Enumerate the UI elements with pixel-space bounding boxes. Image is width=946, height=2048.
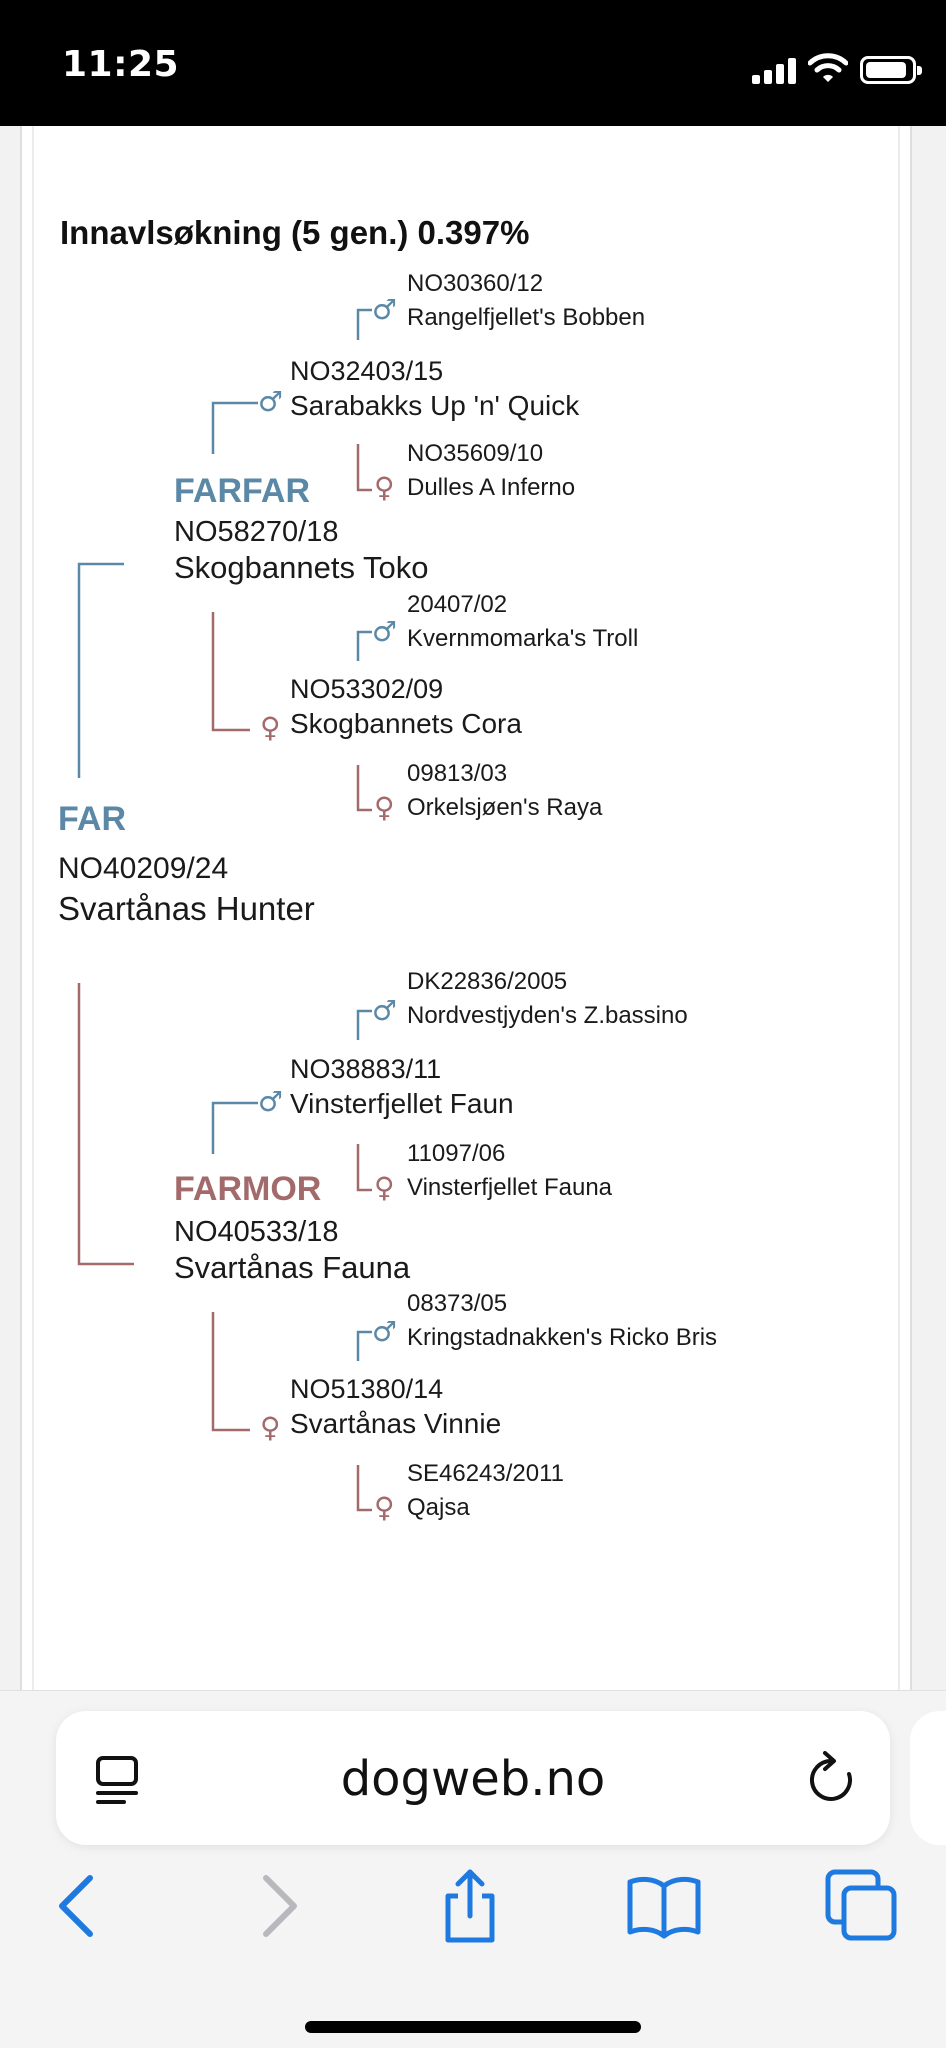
female-symbol-icon: ♀ bbox=[374, 791, 395, 824]
fmd-dam-reg[interactable]: SE46243/2011 bbox=[407, 1460, 565, 1487]
far-reg[interactable]: NO40209/24 bbox=[58, 852, 229, 885]
tabs-icon[interactable] bbox=[822, 1866, 902, 1946]
inbreeding-title: Innavlsøkning (5 gen.) 0.397% bbox=[60, 214, 530, 251]
male-symbol-icon: ♂ bbox=[372, 293, 398, 326]
ffd-dam-name[interactable]: Orkelsjøen's Raya bbox=[407, 794, 603, 821]
fms-sire-reg[interactable]: DK22836/2005 bbox=[407, 968, 568, 995]
fms-sire-name[interactable]: Nordvestjyden's Z.bassino bbox=[407, 1002, 688, 1029]
bookmarks-icon[interactable] bbox=[624, 1866, 704, 1946]
role-farfar: FARFAR bbox=[174, 472, 310, 510]
male-symbol-icon: ♂ bbox=[372, 994, 398, 1027]
female-symbol-icon: ♀ bbox=[374, 1491, 395, 1524]
back-icon[interactable] bbox=[40, 1866, 120, 1946]
ffs-sire-name[interactable]: Rangelfjellet's Bobben bbox=[407, 304, 646, 331]
farmor-reg[interactable]: NO40533/18 bbox=[174, 1216, 339, 1248]
male-symbol-icon: ♂ bbox=[258, 1085, 284, 1118]
male-symbol-icon: ♂ bbox=[372, 615, 398, 648]
ff-dam-name[interactable]: Skogbannets Cora bbox=[290, 708, 522, 739]
ffs-dam-reg[interactable]: NO35609/10 bbox=[407, 440, 544, 467]
wifi-icon bbox=[808, 52, 848, 84]
ffd-sire-reg[interactable]: 20407/02 bbox=[407, 591, 508, 618]
reload-icon[interactable] bbox=[806, 1751, 856, 1805]
url-text[interactable]: dogweb.no bbox=[340, 1751, 606, 1807]
ff-dam-reg[interactable]: NO53302/09 bbox=[290, 674, 444, 704]
fm-sire-name[interactable]: Vinsterfjellet Faun bbox=[290, 1088, 514, 1119]
battery-icon bbox=[860, 56, 916, 84]
farfar-reg[interactable]: NO58270/18 bbox=[174, 516, 339, 548]
female-symbol-icon: ♀ bbox=[260, 711, 281, 744]
farmor-name[interactable]: Svartånas Fauna bbox=[174, 1250, 411, 1285]
male-symbol-icon: ♂ bbox=[258, 385, 284, 418]
forward-icon[interactable] bbox=[236, 1866, 316, 1946]
female-symbol-icon: ♀ bbox=[260, 1411, 281, 1444]
female-symbol-icon: ♀ bbox=[374, 1171, 395, 1204]
farfar-name[interactable]: Skogbannets Toko bbox=[174, 550, 429, 585]
ff-sire-name[interactable]: Sarabakks Up 'n' Quick bbox=[290, 390, 580, 421]
male-symbol-icon: ♂ bbox=[372, 1315, 398, 1348]
female-symbol-icon: ♀ bbox=[374, 471, 395, 504]
fmd-sire-reg[interactable]: 08373/05 bbox=[407, 1290, 508, 1317]
fms-dam-reg[interactable]: 11097/06 bbox=[407, 1140, 506, 1167]
ffd-sire-name[interactable]: Kvernmomarka's Troll bbox=[407, 625, 639, 652]
status-bar bbox=[0, 0, 946, 126]
ffs-dam-name[interactable]: Dulles A Inferno bbox=[407, 474, 576, 501]
fmd-sire-name[interactable]: Kringstadnakken's Ricko Bris bbox=[407, 1324, 718, 1351]
home-indicator[interactable] bbox=[305, 2021, 641, 2033]
fm-dam-reg[interactable]: NO51380/14 bbox=[290, 1374, 444, 1404]
ff-sire-reg[interactable]: NO32403/15 bbox=[290, 356, 444, 386]
fm-sire-reg[interactable]: NO38883/11 bbox=[290, 1054, 442, 1084]
role-far: FAR bbox=[58, 800, 126, 838]
fm-dam-name[interactable]: Svartånas Vinnie bbox=[290, 1408, 502, 1439]
ffd-dam-reg[interactable]: 09813/03 bbox=[407, 760, 508, 787]
fms-dam-name[interactable]: Vinsterfjellet Fauna bbox=[407, 1174, 613, 1201]
role-farmor: FARMOR bbox=[174, 1170, 322, 1208]
share-icon[interactable] bbox=[430, 1866, 510, 1946]
next-tab-preview[interactable] bbox=[910, 1711, 946, 1845]
browser-toolbar bbox=[0, 1690, 946, 2048]
status-time: 11:25 bbox=[62, 44, 180, 85]
far-name[interactable]: Svartånas Hunter bbox=[58, 890, 315, 927]
address-bar[interactable] bbox=[56, 1711, 890, 1845]
ffs-sire-reg[interactable]: NO30360/12 bbox=[407, 270, 544, 297]
fmd-dam-name[interactable]: Qajsa bbox=[407, 1494, 470, 1521]
cellular-signal-icon bbox=[752, 58, 796, 84]
